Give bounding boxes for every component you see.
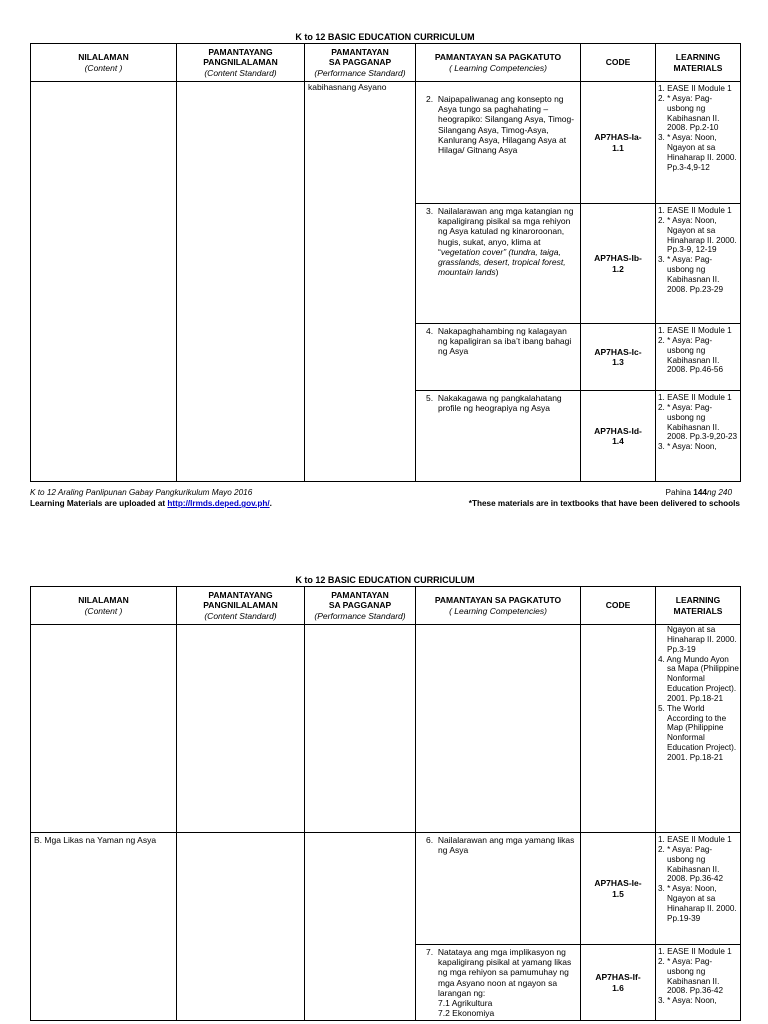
page-title: K to 12 BASIC EDUCATION CURRICULUM	[295, 32, 475, 42]
page-total: ng 240	[706, 488, 732, 497]
footer-guide-title: K to 12 Araling Panlipunan Gabay Pangkurikulum Mayo 2016	[30, 488, 253, 497]
table-row	[31, 625, 741, 833]
code-cell: AP7HAS-Ie- 1.5	[581, 833, 656, 945]
curriculum-table	[30, 43, 741, 482]
content-cell	[31, 625, 177, 833]
materials-cell: Ngayon at sa Hinaharap II. 2000. Pp.3-19 4. Ang Mundo Ayon sa Mapa (Philippine Nonformal Education Project). 2001. Pp.18-21 5. The World According to the Map (Philippine Nonformal Education Project). 2001. Pp.18-21	[656, 625, 741, 833]
content-standard-cell	[177, 625, 305, 833]
performance-standard-cell: kabihasnang Asyano	[305, 82, 416, 482]
content-standard-cell	[177, 82, 305, 482]
page-2	[30, 560, 740, 1024]
header-performance-standard: PAMANTAYAN SA PAGGANAP (Performance Standard)	[305, 587, 416, 625]
page-number: 144	[693, 488, 707, 497]
competency-cell	[416, 625, 581, 833]
competency-cell: 6. Nailalarawan ang mga yamang likas ng Asya	[416, 833, 581, 945]
lrmds-link[interactable]: http://lrmds.deped.gov.ph/	[167, 499, 270, 508]
table-row	[31, 82, 741, 204]
code-cell: AP7HAS-Id- 1.4	[581, 391, 656, 482]
header-materials: LEARNING MATERIALS	[656, 587, 741, 625]
competency-cell: 4. Nakapaghahambing ng kalagayan ng kapaligiran sa iba’t ibang bahagi ng Asya	[416, 324, 581, 391]
competency-cell: 5. Nakakagawa ng pangkalahatang profile ng heograpiya ng Asya	[416, 391, 581, 482]
upload-text: Learning Materials are uploaded at	[30, 499, 168, 508]
materials-cell: 1. EASE II Module 1 2. * Asya: Noon, Ngayon at sa Hinaharap II. 2000. Pp.3-9, 12-19 3. * Asya: Pag-usbong ng Kabihasnan II. 2008. Pp.23-29	[656, 204, 741, 324]
code-cell	[581, 625, 656, 833]
header-content-standard: PAMANTAYANG PANGNILALAMAN (Content Standard)	[177, 587, 305, 625]
header-row	[31, 44, 741, 82]
code-cell: AP7HAS-Ib- 1.2	[581, 204, 656, 324]
table-row	[31, 833, 741, 945]
page-1: K to 12 BASIC EDUCATION CURRICULUM NILALAMAN (Content ) PAMANTAYANG PANGNILALAMAN (Content Standard) PAMANTAYAN SA PAGGANAP (Performance Standard) PAMANTAYAN SA PAGKATUTO ( Learning Competencies) CODE LEARNING MATERIALS kabihasnang Asyano 2. Naipapaliwanag ang konsepto ng Asya tungo sa paghahating – heograpiko: Silangang Asya, Timog-Silangang Asya, Timog-Asya, Kanlurang Asya, Hilagang Asya at Hilaga/ Gitnang Asya AP7HAS-Ia- 1.1 1. EASE II Module 1 2. * Asya: Pag-usbong ng Kabihasnan II. 2008. Pp.2-10 3. * Asya: Noon, Ngayon at sa Hinaharap II. 2000. Pp.3-4,9-12 3. Nailalarawan ang mga katangian ng kapaligirang pisikal sa mga rehiyon ng Asya katulad ng kinaroroonan, hugis, sukat, anyo, klima at “vegetation cover” (tundra, taiga, grasslands, desert, tropical forest, mountain lands) AP7HAS-Ib- 1.2 1. EASE II Module 1 2. * Asya: Noon, Ngayon at sa Hinaharap II. 2000. Pp.3-9, 12-19 3. * Asya: Pag-usbong ng Kabihasnan II. 2008. Pp.23-29 4. Nakapaghahambing ng kalagayan ng kapaligiran sa iba’t ibang bahagi ng Asya AP7HAS-Ic- 1.3 1. EASE II Module 1 2. * Asya: Pag-usbong ng Kabihasnan II. 2008. Pp.46-56 5. Nakakagawa ng pangkalahatang profile ng heograpiya ng Asya AP7HAS-Id- 1.4 1. EASE II Module 1 2. * Asya: Pag-usbong ng Kabihasnan II. 2008. Pp.3-9,20-23 3. * Asya: Noon, K to 12 Araling Panlipunan Gabay Pangkurikulum Mayo 2016 Pahina 144ng 240 Learning Materials are uploaded at http://lrmds.deped.gov.ph/. *These materials are in textbooks that have been delivered to schools	[30, 32, 740, 508]
materials-cell: 1. EASE II Module 1 2. * Asya: Pag-usbong ng Kabihasnan II. 2008. Pp.36-42 3. * Asya: Noon, Ngayon at sa Hinaharap II. 2000. Pp.19-39	[656, 833, 741, 945]
header-content-standard: PAMANTAYANG PANGNILALAMAN (Content Standard)	[177, 44, 305, 82]
header-code: CODE	[581, 44, 656, 82]
header-content: NILALAMAN (Content )	[31, 44, 177, 82]
materials-cell: 1. EASE II Module 1 2. * Asya: Pag-usbong ng Kabihasnan II. 2008. Pp.2-10 3. * Asya: Noon, Ngayon at sa Hinaharap II. 2000. Pp.3-4,9-12	[656, 82, 741, 204]
header-competencies: PAMANTAYAN SA PAGKATUTO ( Learning Competencies)	[416, 587, 581, 625]
code-cell: AP7HAS-Ic- 1.3	[581, 324, 656, 391]
header-materials: LEARNING MATERIALS	[656, 44, 741, 82]
page-label: Pahina	[665, 488, 694, 497]
header-row	[31, 587, 741, 625]
header-content: NILALAMAN (Content )	[31, 587, 177, 625]
page-title: K to 12 BASIC EDUCATION CURRICULUM	[295, 575, 475, 585]
textbook-note: *These materials are in textbooks that have been delivered to schools	[468, 499, 740, 508]
code-cell: AP7HAS-If- 1.6	[581, 945, 656, 1021]
content-cell	[31, 833, 177, 1021]
materials-cell: 1. EASE II Module 1 2. * Asya: Pag-usbong ng Kabihasnan II. 2008. Pp.46-56	[656, 324, 741, 391]
performance-standard-cell	[305, 625, 416, 833]
header-code: CODE	[581, 587, 656, 625]
content-b-label: B. Mga Likas na Yaman ng Asya	[34, 835, 157, 845]
competency-cell: 7. Natataya ang mga implikasyon ng kapaligirang pisikal at yamang likas ng mga rehiyon sa pamumuhay ng mga Asyano noon at ngayon sa larangan ng: 7.1 Agrikultura 7.2 Ekonomiya	[416, 945, 581, 1021]
curriculum-table	[30, 586, 741, 1021]
content-standard-cell	[177, 833, 305, 1021]
materials-cell: 1. EASE II Module 1 2. * Asya: Pag-usbong ng Kabihasnan II. 2008. Pp.36-42 3. * Asya: Noon,	[656, 945, 741, 1021]
performance-standard-cell	[305, 833, 416, 1021]
code-cell: AP7HAS-Ia- 1.1	[581, 82, 656, 204]
competency-cell: 3. Nailalarawan ang mga katangian ng kapaligirang pisikal sa mga rehiyon ng Asya katulad ng kinaroroonan, hugis, sukat, anyo, klima at “vegetation cover” (tundra, taiga, grasslands, desert, tropical forest, mountain lands)	[416, 204, 581, 324]
competency-cell: 2. Naipapaliwanag ang konsepto ng Asya tungo sa paghahating – heograpiko: Silangang Asya, Timog-Silangang Asya, Timog-Asya, Kanlurang Asya, Hilagang Asya at Hilaga/ Gitnang Asya	[416, 82, 581, 204]
content-cell	[31, 82, 177, 482]
header-performance-standard: PAMANTAYAN SA PAGGANAP (Performance Standard)	[305, 44, 416, 82]
header-competencies: PAMANTAYAN SA PAGKATUTO ( Learning Competencies)	[416, 44, 581, 82]
materials-cell: 1. EASE II Module 1 2. * Asya: Pag-usbong ng Kabihasnan II. 2008. Pp.3-9,20-23 3. * Asya: Noon,	[656, 391, 741, 482]
